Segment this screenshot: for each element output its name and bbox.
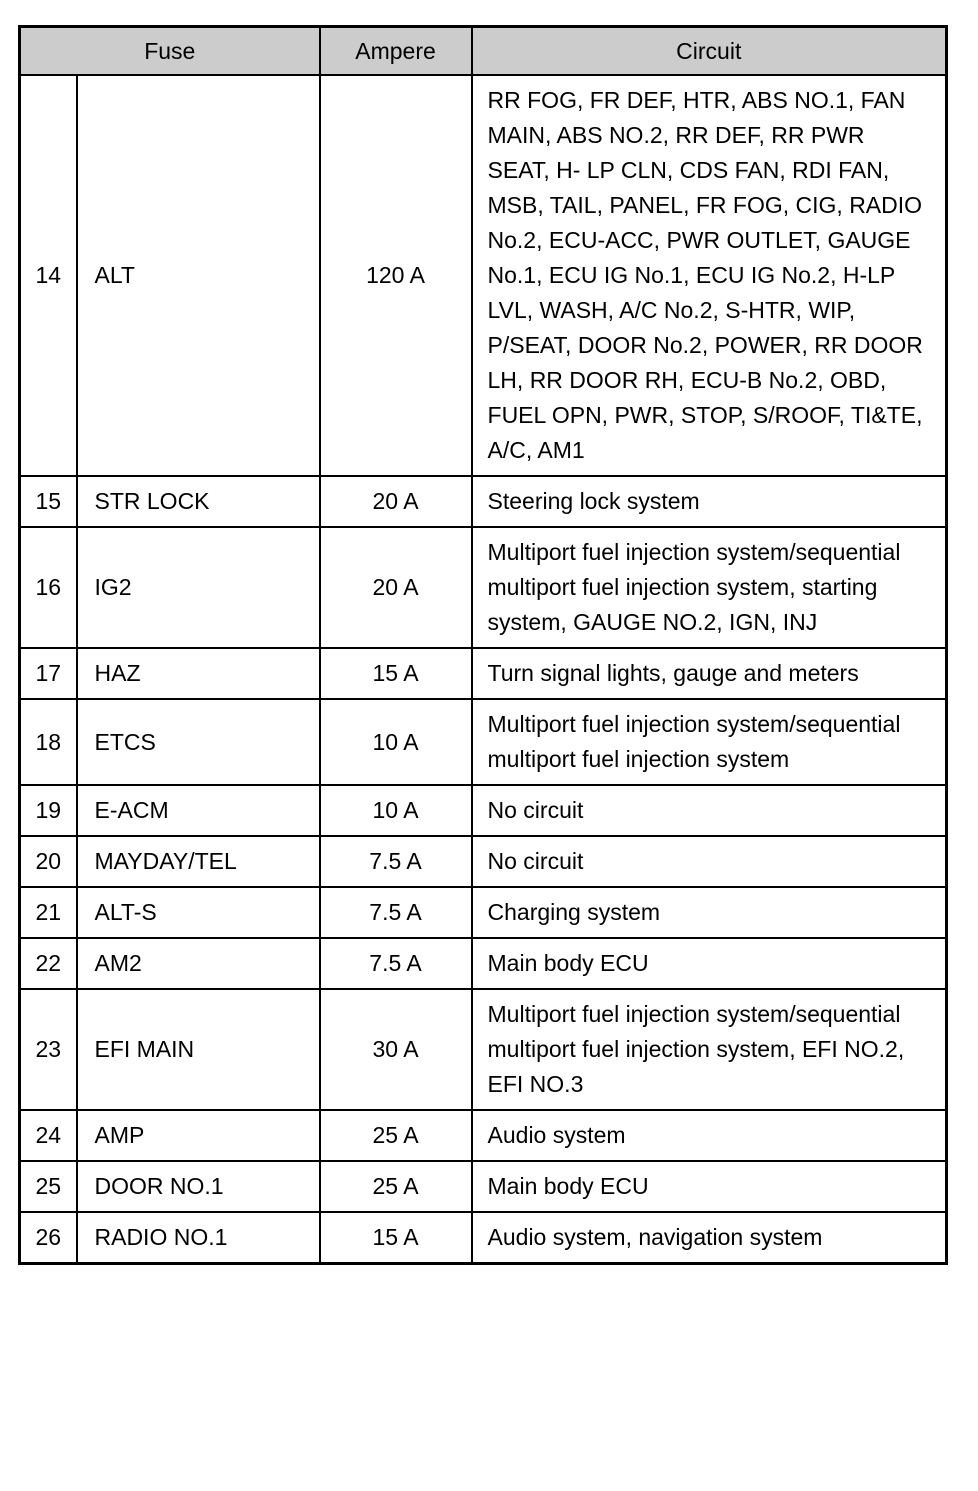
fuse-number: 14 bbox=[35, 262, 62, 288]
fuse-name: DOOR NO.1 bbox=[94, 1173, 224, 1199]
ampere-cell bbox=[320, 836, 472, 887]
circuit-description: No circuit bbox=[487, 797, 584, 823]
fuse-number-cell bbox=[20, 887, 77, 938]
ampere-cell bbox=[320, 75, 472, 476]
ampere-value: 25 A bbox=[372, 1173, 419, 1199]
ampere-value: 15 A bbox=[372, 660, 419, 686]
table-row bbox=[20, 699, 947, 785]
fuse-number-cell bbox=[20, 648, 77, 699]
fuse-name-cell bbox=[77, 887, 320, 938]
circuit-cell bbox=[472, 699, 947, 785]
circuit-description: Multiport fuel injection system/sequential multiport fuel injection system, starting system, GAUGE NO.2, IGN, INJ bbox=[487, 539, 901, 635]
fuse-name: EFI MAIN bbox=[94, 1036, 195, 1062]
fuse-name-cell bbox=[77, 75, 320, 476]
circuit-description: Audio system, navigation system bbox=[487, 1224, 823, 1250]
fuse-name-cell bbox=[77, 527, 320, 648]
header-circuit: Circuit bbox=[472, 27, 947, 76]
fuse-number-cell bbox=[20, 527, 77, 648]
circuit-description: Turn signal lights, gauge and meters bbox=[487, 660, 859, 686]
circuit-description: Main body ECU bbox=[487, 1173, 649, 1199]
ampere-cell bbox=[320, 1161, 472, 1212]
circuit-description: Steering lock system bbox=[487, 488, 700, 514]
fuse-number-cell bbox=[20, 1161, 77, 1212]
circuit-cell bbox=[472, 527, 947, 648]
ampere-cell bbox=[320, 699, 472, 785]
table-row bbox=[20, 989, 947, 1110]
circuit-description: Audio system bbox=[487, 1122, 626, 1148]
fuse-name-cell bbox=[77, 648, 320, 699]
fuse-number: 23 bbox=[35, 1036, 62, 1062]
fuse-name: E-ACM bbox=[94, 797, 169, 823]
fuse-name-cell bbox=[77, 699, 320, 785]
fuse-number: 25 bbox=[35, 1173, 62, 1199]
ampere-value: 10 A bbox=[372, 797, 419, 823]
ampere-cell bbox=[320, 648, 472, 699]
fuse-number-cell bbox=[20, 75, 77, 476]
ampere-cell bbox=[320, 1110, 472, 1161]
fuse-number: 21 bbox=[35, 899, 62, 925]
fuse-number: 22 bbox=[35, 950, 62, 976]
circuit-cell bbox=[472, 989, 947, 1110]
circuit-description: Multiport fuel injection system/sequential multiport fuel injection system bbox=[487, 711, 901, 772]
fuse-number-cell bbox=[20, 1212, 77, 1264]
table-row bbox=[20, 75, 947, 476]
ampere-value: 15 A bbox=[372, 1224, 419, 1250]
circuit-description: Multiport fuel injection system/sequential multiport fuel injection system, EFI NO.2, EFI NO.3 bbox=[487, 1001, 905, 1097]
ampere-cell bbox=[320, 785, 472, 836]
circuit-description: Main body ECU bbox=[487, 950, 649, 976]
fuse-name: ALT bbox=[94, 262, 135, 288]
circuit-cell bbox=[472, 785, 947, 836]
ampere-cell bbox=[320, 476, 472, 527]
table-row bbox=[20, 785, 947, 836]
fuse-number-cell bbox=[20, 476, 77, 527]
ampere-cell bbox=[320, 938, 472, 989]
table-row bbox=[20, 527, 947, 648]
ampere-value: 25 A bbox=[372, 1122, 419, 1148]
header-ampere: Ampere bbox=[320, 27, 472, 76]
table-row bbox=[20, 938, 947, 989]
fuse-number: 15 bbox=[35, 488, 62, 514]
table-row bbox=[20, 648, 947, 699]
fuse-name: STR LOCK bbox=[94, 488, 210, 514]
circuit-cell bbox=[472, 476, 947, 527]
table-row bbox=[20, 887, 947, 938]
circuit-cell bbox=[472, 75, 947, 476]
fuse-number: 17 bbox=[35, 660, 62, 686]
fuse-number-cell bbox=[20, 836, 77, 887]
fuse-number: 16 bbox=[35, 574, 62, 600]
fuse-number: 20 bbox=[35, 848, 62, 874]
fuse-name-cell bbox=[77, 1212, 320, 1264]
fuse-number: 24 bbox=[35, 1122, 62, 1148]
fuse-name-cell bbox=[77, 785, 320, 836]
circuit-description: RR FOG, FR DEF, HTR, ABS NO.1, FAN MAIN, ABS NO.2, RR DEF, RR PWR SEAT, H- LP CLN, CDS FAN, RDI FAN, MSB, TAIL, PANEL, FR FOG, CIG, RADIO No.2, ECU-ACC, PWR OUTLET, GAUGE No.1, ECU IG No.1, ECU IG No.2, H-LP LVL, WASH, A/C No.2, S-HTR, WIP, P/SEAT, DOOR No.2, POWER, RR DOOR LH, RR DOOR RH, ECU-B No.2, OBD, FUEL OPN, PWR, STOP, S/ROOF, TI&TE, A/C, AM1 bbox=[487, 87, 923, 463]
fuse-name-cell bbox=[77, 989, 320, 1110]
fuse-table bbox=[18, 25, 948, 1265]
table-row bbox=[20, 1110, 947, 1161]
fuse-name-cell bbox=[77, 836, 320, 887]
fuse-number-cell bbox=[20, 938, 77, 989]
fuse-name: MAYDAY/TEL bbox=[94, 848, 237, 874]
ampere-value: 120 A bbox=[366, 262, 425, 288]
fuse-name: RADIO NO.1 bbox=[94, 1224, 228, 1250]
fuse-name: HAZ bbox=[94, 660, 141, 686]
table-row bbox=[20, 476, 947, 527]
ampere-value: 7.5 A bbox=[369, 950, 422, 976]
circuit-cell bbox=[472, 887, 947, 938]
fuse-name: ALT-S bbox=[94, 899, 157, 925]
circuit-cell bbox=[472, 1110, 947, 1161]
table-row bbox=[20, 1212, 947, 1264]
circuit-cell bbox=[472, 1212, 947, 1264]
table-row bbox=[20, 836, 947, 887]
fuse-number-cell bbox=[20, 989, 77, 1110]
ampere-value: 20 A bbox=[372, 488, 419, 514]
fuse-name-cell bbox=[77, 476, 320, 527]
fuse-name-cell bbox=[77, 1110, 320, 1161]
fuse-table-body bbox=[20, 75, 947, 1264]
ampere-value: 10 A bbox=[372, 728, 419, 755]
header-row bbox=[20, 27, 947, 76]
ampere-value: 30 A bbox=[372, 1036, 419, 1062]
ampere-value: 20 A bbox=[372, 574, 419, 600]
fuse-name: AM2 bbox=[94, 950, 142, 976]
circuit-cell bbox=[472, 648, 947, 699]
circuit-cell bbox=[472, 1161, 947, 1212]
fuse-number-cell bbox=[20, 1110, 77, 1161]
circuit-description: No circuit bbox=[487, 848, 584, 874]
circuit-cell bbox=[472, 938, 947, 989]
fuse-number: 26 bbox=[35, 1224, 62, 1250]
ampere-value: 7.5 A bbox=[369, 848, 422, 874]
fuse-name-cell bbox=[77, 1161, 320, 1212]
fuse-name-cell bbox=[77, 938, 320, 989]
ampere-cell bbox=[320, 887, 472, 938]
circuit-cell bbox=[472, 836, 947, 887]
table-row bbox=[20, 1161, 947, 1212]
ampere-cell bbox=[320, 527, 472, 648]
fuse-number-cell bbox=[20, 785, 77, 836]
circuit-description: Charging system bbox=[487, 899, 661, 925]
fuse-name: ETCS bbox=[94, 728, 156, 755]
fuse-number: 19 bbox=[35, 797, 62, 823]
ampere-value: 7.5 A bbox=[369, 899, 422, 925]
fuse-number-cell bbox=[20, 699, 77, 785]
fuse-name: IG2 bbox=[94, 574, 132, 600]
header-fuse: Fuse bbox=[20, 27, 320, 76]
ampere-cell bbox=[320, 1212, 472, 1264]
fuse-number: 18 bbox=[35, 728, 62, 755]
fuse-name: AMP bbox=[94, 1122, 145, 1148]
ampere-cell bbox=[320, 989, 472, 1110]
